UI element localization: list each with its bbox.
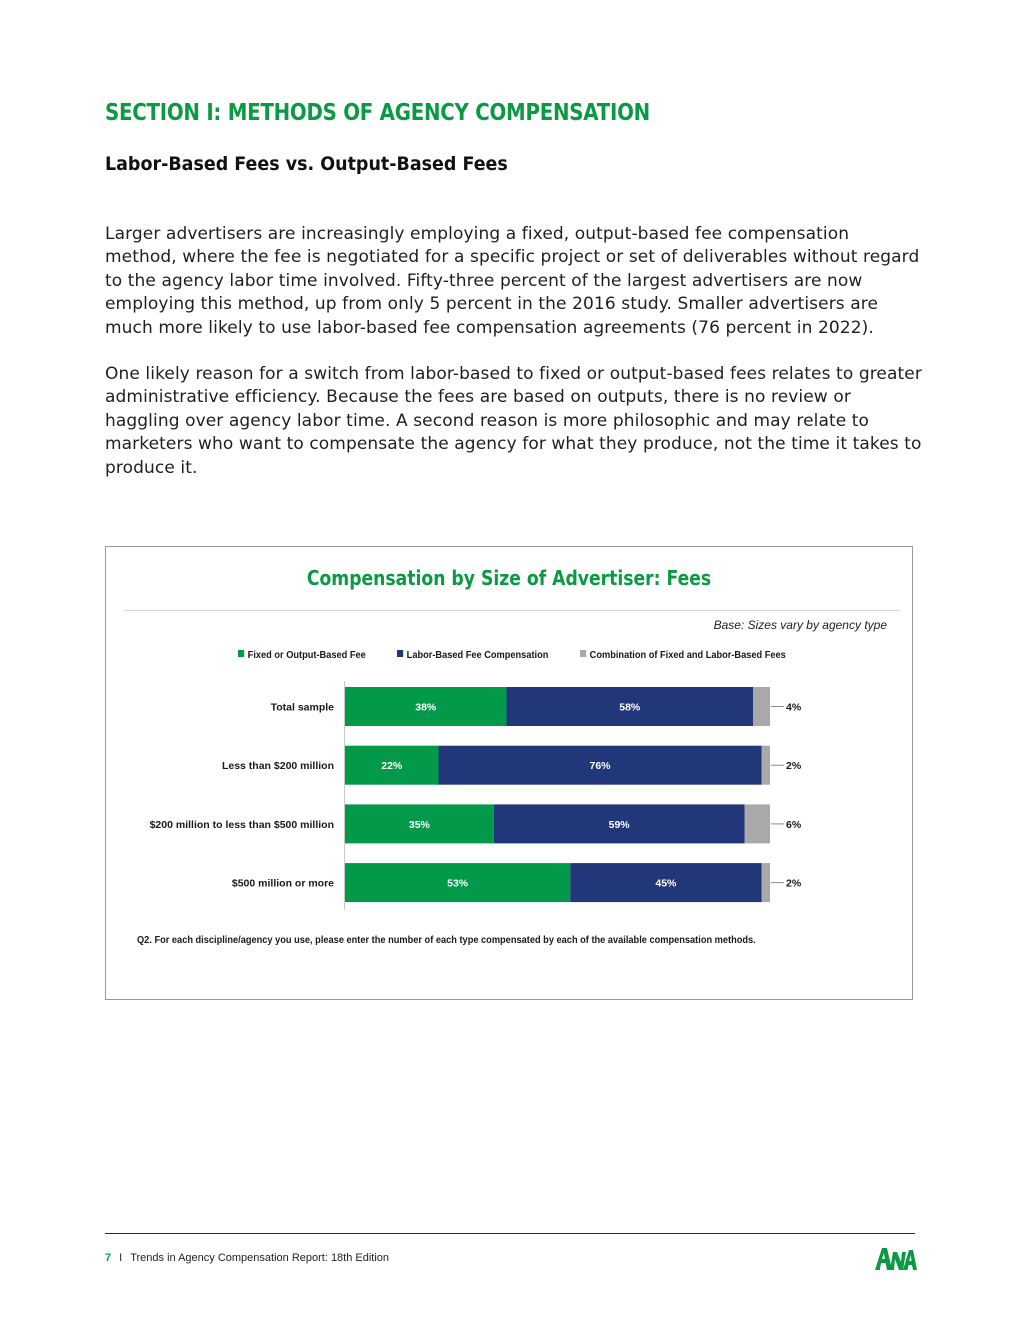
category-label-less-than-200-million: Less than $200 million [221, 760, 334, 773]
data-label-labor-based-fee-compensation-total-sample: 58% [619, 701, 641, 714]
data-label-combination-of-fixed-and-labor-based-fees-500-million-or-more: 2% [786, 877, 802, 890]
footer [105, 1252, 389, 1264]
bar-combination-of-fixed-and-labor-based-fees-500-million-or-more [762, 863, 771, 902]
page-number: 7 [105, 1252, 112, 1264]
category-label-500-million-or-more: $500 million or more [231, 877, 334, 890]
data-label-combination-of-fixed-and-labor-based-fees-total-sample: 4% [786, 701, 802, 714]
ana-logo [873, 1244, 917, 1272]
legend-label-combination: Combination of Fixed and Labor-Based Fees [589, 649, 786, 661]
stacked-bar-chart [106, 547, 912, 999]
section-title: SECTION I: METHODS OF AGENCY COMPENSATION [105, 100, 650, 126]
data-label-labor-based-fee-compensation-500-million-or-more: 45% [655, 877, 677, 890]
chart-panel [105, 546, 913, 1000]
legend-label-labor: Labor-Based Fee Compensation [406, 649, 549, 661]
legend-label-fixed: Fixed or Output-Based Fee [247, 649, 366, 661]
data-label-labor-based-fee-compensation-200-million-to-less-than-500-million: 59% [608, 818, 630, 831]
data-label-fixed-or-output-based-fee-less-than-200-million: 22% [381, 760, 403, 773]
footer-divider [105, 1233, 915, 1234]
footer-separator: I [119, 1252, 123, 1264]
chart-base-note: Base: Sizes vary by agency type [713, 618, 887, 632]
body-paragraph-1: Larger advertisers are increasingly employing a fixed, output-based fee compensation method, where the fee is negotiated for a specific project or set of deliverables without regard to the agency labor time involved. Fifty-three percent of the largest advertisers are now employing this method, up from only 5 percent in the 2016 study. Smaller advertisers are much more likely to use labor-based fee compensation agreements (76 percent in 2022). [105, 224, 920, 338]
bar-combination-of-fixed-and-labor-based-fees-200-million-to-less-than-500-million [745, 804, 771, 843]
subtitle: Labor-Based Fees vs. Output-Based Fees [105, 153, 508, 175]
bar-combination-of-fixed-and-labor-based-fees-less-than-200-million [762, 746, 771, 785]
bar-combination-of-fixed-and-labor-based-fees-total-sample [753, 687, 770, 726]
data-label-fixed-or-output-based-fee-500-million-or-more: 53% [447, 877, 469, 890]
data-label-labor-based-fee-compensation-less-than-200-million: 76% [589, 760, 611, 773]
chart-footnote: Q2. For each discipline/agency you use, please enter the number of each type compensated by each of the available compensation methods. [137, 934, 756, 946]
data-label-fixed-or-output-based-fee-total-sample: 38% [415, 701, 437, 714]
data-label-combination-of-fixed-and-labor-based-fees-200-million-to-less-than-500-million: 6% [786, 818, 802, 831]
body-paragraph-2: One likely reason for a switch from labor-based to fixed or output-based fees relates to greater administrative efficiency. Because the fees are based on outputs, there is no review or haggling over agency labor time. A second reason is more philosophic and may relate to marketers who want to compensate the agency for what they produce, not the time it takes to produce it. [105, 364, 922, 478]
data-label-fixed-or-output-based-fee-200-million-to-less-than-500-million: 35% [408, 818, 430, 831]
category-label-total-sample: Total sample [270, 701, 334, 714]
data-label-combination-of-fixed-and-labor-based-fees-less-than-200-million: 2% [786, 760, 802, 773]
category-label-200-million-to-less-than-500-million: $200 million to less than $500 million [149, 818, 334, 831]
chart-title: Compensation by Size of Advertiser: Fees [306, 566, 712, 590]
report-title: Trends in Agency Compensation Report: 18th Edition [130, 1252, 390, 1264]
